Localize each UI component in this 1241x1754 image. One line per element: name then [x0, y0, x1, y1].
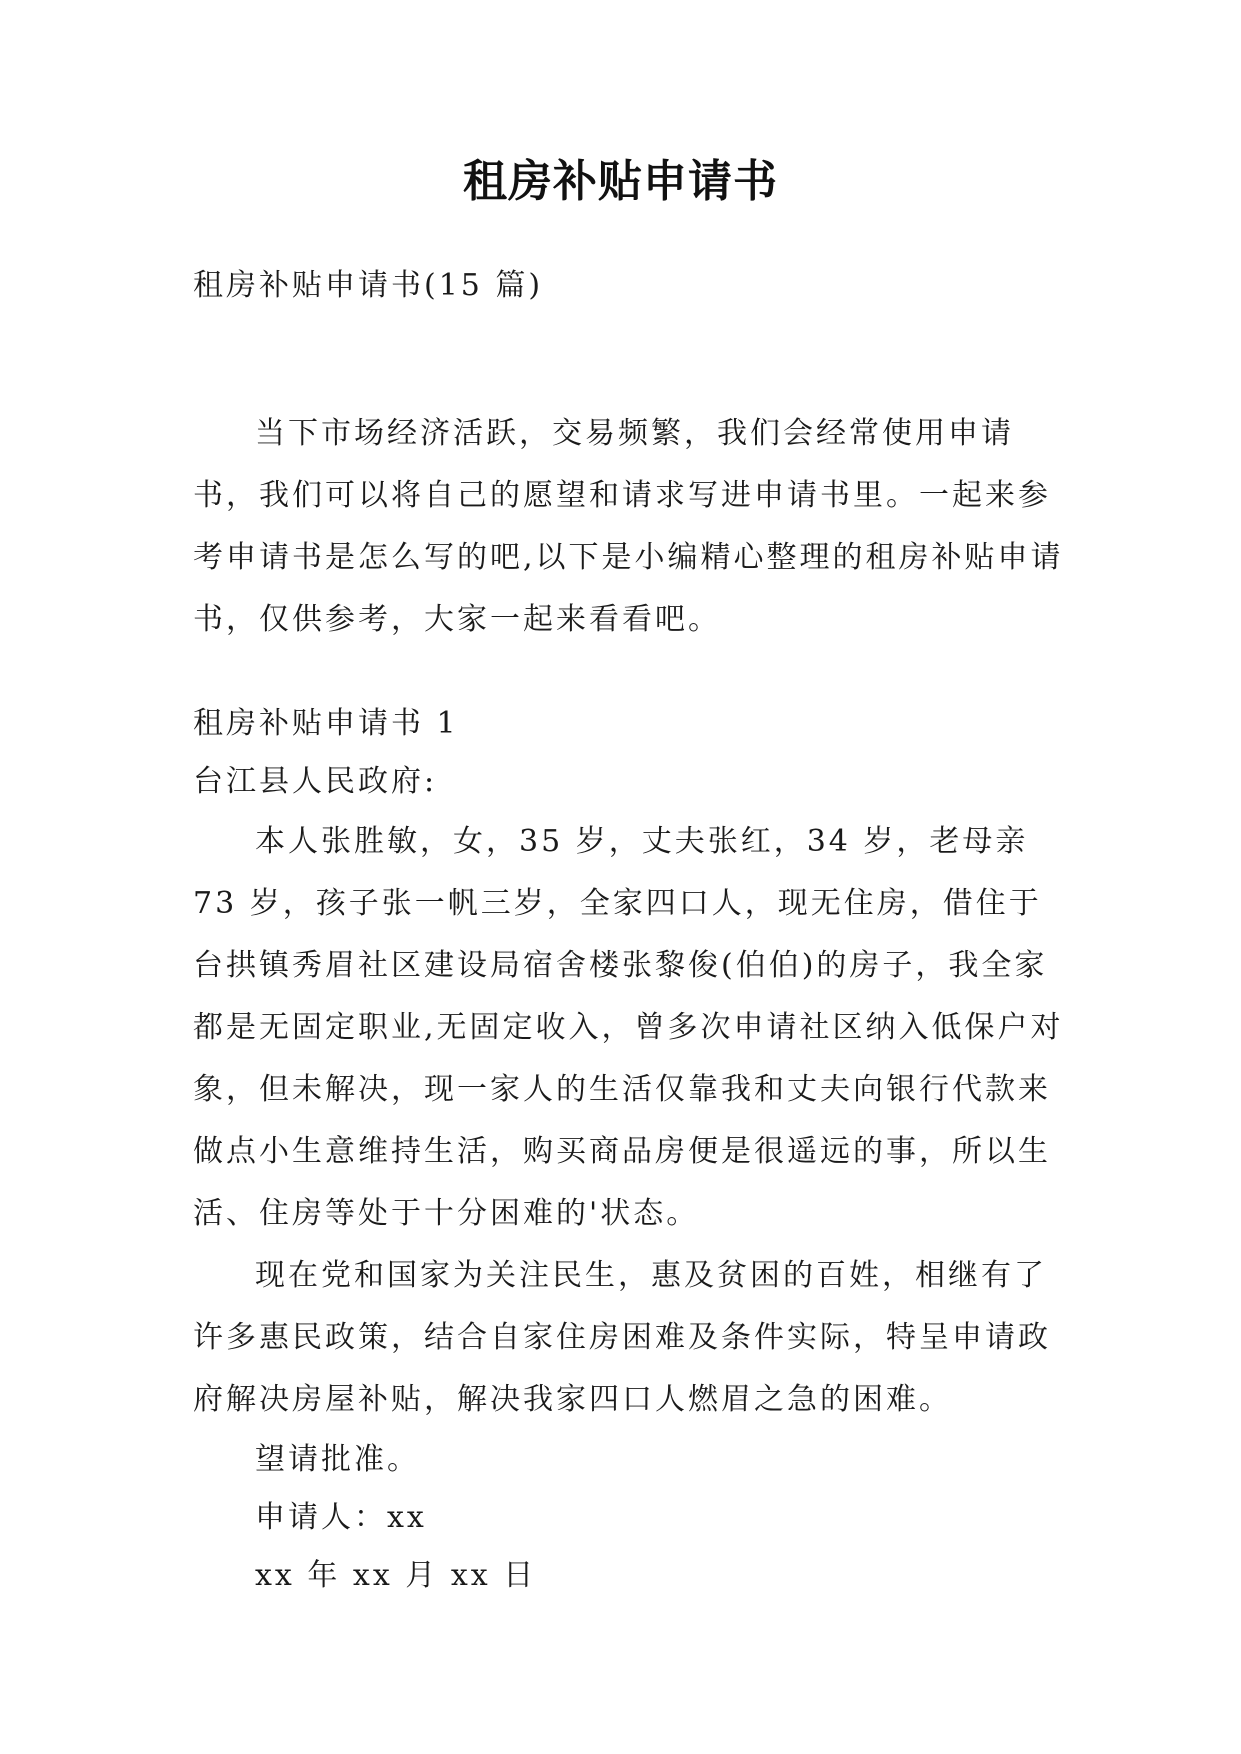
body-paragraph-2: 现在党和国家为关注民生，惠及贫困的百姓，相继有了许多惠民政策，结合自家住房困难及条件实际，特呈申请政府解决房屋补贴，解决我家四口人燃眉之急的困难。	[193, 1258, 1051, 1417]
subtitle-text: 租房补贴申请书(15 篇)	[193, 268, 544, 303]
body-paragraph-1: 本人张胜敏，女，35 岁，丈夫张红，34 岁，老母亲 73 岁，孩子张一帆三岁，全家四口人，现无住房，借住于台拱镇秀眉社区建设局宿舍楼张黎俊(伯伯)的房子，我全家都是无固定职业,无固定收入，曾多次申请社区纳入低保户对象，但未解决，现一家人的生活仅靠我和丈夫向银行代款来做点小生意维持生活，购买商品房便是很遥远的事，所以生活、住房等处于十分困难的'状态。	[193, 824, 1064, 1231]
intro-paragraph	[193, 403, 1073, 651]
document-subtitle	[193, 257, 1073, 315]
document-title: 租房补贴申请书	[463, 156, 778, 207]
applicant-line: 申请人：xx	[255, 1500, 427, 1535]
section-heading: 租房补贴申请书 1	[193, 706, 459, 741]
letter-section	[193, 695, 1073, 1605]
closing-line: 望请批准。	[255, 1442, 420, 1477]
intro-text: 当下市场经济活跃，交易频繁，我们会经常使用申请书，我们可以将自己的愿望和请求写进申请书里。一起来参考申请书是怎么写的吧,以下是小编精心整理的租房补贴申请书，仅供参考，大家一起来看看吧。	[193, 416, 1064, 637]
salutation: 台江县人民政府:	[193, 764, 438, 799]
date-line: xx 年 xx 月 xx 日	[255, 1558, 537, 1593]
